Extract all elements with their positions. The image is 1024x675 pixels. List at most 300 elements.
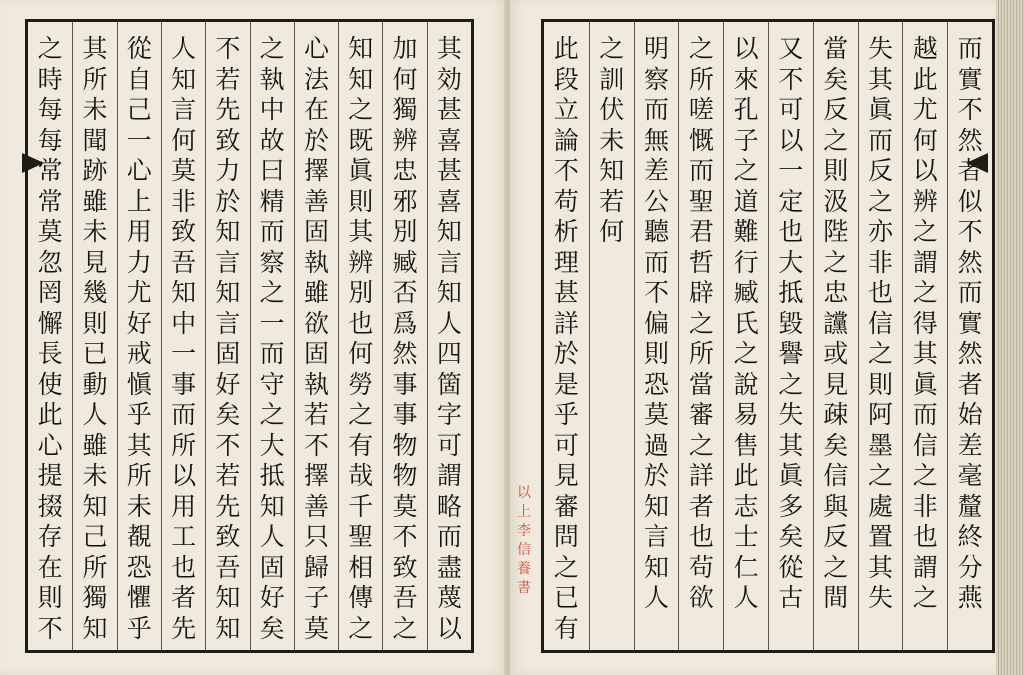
character: 而 [868, 125, 894, 155]
character: 非 [912, 491, 938, 521]
character: 喜 [436, 125, 462, 155]
character: 知 [644, 491, 670, 521]
character: 莫 [644, 400, 670, 429]
character: 若 [303, 400, 329, 429]
left-page [0, 0, 506, 675]
character: 未 [599, 125, 625, 155]
character: 之 [868, 461, 894, 490]
character: 而 [957, 278, 983, 307]
character: 大 [259, 430, 285, 460]
character: 以 [436, 613, 462, 643]
character: 聞 [82, 125, 108, 155]
character: 而 [957, 34, 983, 63]
text-column [902, 22, 947, 650]
character: 之 [733, 339, 759, 368]
character: 長 [37, 339, 63, 368]
character: 四 [436, 339, 462, 368]
character: 人 [171, 34, 197, 63]
character: 致 [215, 125, 241, 155]
character: 不 [37, 613, 63, 643]
character: 若 [215, 64, 241, 94]
character: 之 [259, 34, 285, 63]
character: 道 [733, 186, 759, 216]
character: 然 [957, 247, 983, 277]
character: 當 [688, 369, 714, 399]
character: 提 [37, 461, 63, 490]
character: 來 [733, 64, 759, 94]
character: 之 [599, 34, 625, 63]
character: 眞 [912, 369, 938, 399]
character: 吾 [392, 583, 418, 612]
character: 似 [957, 186, 983, 216]
character: 之 [912, 461, 938, 490]
character: 古 [778, 583, 804, 612]
character: 也 [912, 522, 938, 551]
character: 然 [957, 125, 983, 155]
character: 人 [82, 400, 108, 429]
character: 以 [778, 125, 804, 155]
character: 處 [868, 491, 894, 521]
character: 辨 [912, 186, 938, 216]
text-column [338, 22, 382, 650]
character: 既 [348, 125, 374, 155]
character: 多 [778, 491, 804, 521]
character: 別 [392, 217, 418, 246]
character: 審 [688, 400, 714, 429]
character: 善 [303, 491, 329, 521]
character: 詳 [688, 461, 714, 490]
text-column [544, 22, 589, 650]
text-column [294, 22, 338, 650]
character: 差 [644, 156, 670, 185]
character: 好 [259, 583, 285, 612]
character: 其 [868, 64, 894, 94]
character: 罔 [37, 278, 63, 307]
character: 謂 [436, 461, 462, 490]
text-column [382, 22, 426, 650]
character: 愼 [126, 369, 152, 399]
character: 知 [644, 552, 670, 582]
text-column [947, 22, 992, 650]
character: 在 [37, 552, 63, 582]
character: 獨 [392, 95, 418, 124]
character: 詳 [553, 308, 579, 338]
character: 得 [912, 308, 938, 338]
character: 人 [733, 583, 759, 612]
character: 易 [733, 400, 759, 429]
character: 莫 [303, 613, 329, 643]
character: 不 [957, 217, 983, 246]
character: 志 [733, 491, 759, 521]
character: 用 [126, 217, 152, 246]
character: 段 [553, 64, 579, 94]
character: 之 [912, 583, 938, 612]
character: 者 [171, 583, 197, 612]
character: 知 [348, 34, 374, 63]
character: 甚 [553, 278, 579, 307]
character: 是 [553, 369, 579, 399]
text-column [813, 22, 858, 650]
character: 之 [348, 613, 374, 643]
character: 物 [392, 461, 418, 490]
character: 臧 [392, 247, 418, 277]
character: 而 [644, 95, 670, 124]
character: 知 [171, 278, 197, 307]
character: 公 [644, 186, 670, 216]
character: 仁 [733, 552, 759, 582]
character: 覩 [126, 522, 152, 551]
character: 偏 [644, 308, 670, 338]
character: 之 [688, 308, 714, 338]
character: 之 [823, 125, 849, 155]
character: 者 [688, 491, 714, 521]
left-page-frame [25, 19, 474, 653]
character: 然 [957, 339, 983, 368]
character: 擇 [303, 461, 329, 490]
character: 非 [171, 186, 197, 216]
character: 子 [303, 583, 329, 612]
character: 略 [436, 491, 462, 521]
character: 於 [215, 186, 241, 216]
character: 者 [957, 369, 983, 399]
character: 心 [126, 156, 152, 185]
text-column [634, 22, 679, 650]
character: 知 [82, 613, 108, 643]
annotation-character: 以 [517, 485, 531, 501]
character: 之 [688, 34, 714, 63]
character: 而 [912, 400, 938, 429]
character: 實 [957, 64, 983, 94]
character: 眞 [348, 156, 374, 185]
character: 當 [823, 34, 849, 63]
character: 固 [215, 339, 241, 368]
character: 否 [392, 278, 418, 307]
character: 忽 [37, 247, 63, 277]
character: 人 [436, 308, 462, 338]
character: 問 [553, 522, 579, 551]
character: 歸 [303, 552, 329, 582]
character: 尤 [912, 95, 938, 124]
character: 哲 [688, 247, 714, 277]
character: 乎 [126, 613, 152, 643]
character: 失 [778, 400, 804, 429]
character: 可 [778, 95, 804, 124]
character: 終 [957, 522, 983, 551]
character: 說 [733, 369, 759, 399]
text-column [72, 22, 116, 650]
character: 越 [912, 34, 938, 63]
character: 知 [436, 278, 462, 307]
character: 有 [348, 430, 374, 460]
character: 乎 [126, 400, 152, 429]
character: 過 [644, 430, 670, 460]
character: 先 [171, 613, 197, 643]
character: 之 [823, 552, 849, 582]
character: 嗟 [688, 95, 714, 124]
character: 見 [823, 369, 849, 399]
character: 謂 [912, 247, 938, 277]
character: 則 [348, 186, 374, 216]
character: 恐 [126, 552, 152, 582]
character: 事 [392, 400, 418, 429]
character: 邪 [392, 186, 418, 216]
character: 言 [436, 247, 462, 277]
character: 心 [37, 430, 63, 460]
character: 眞 [778, 461, 804, 490]
annotation-character: 上 [517, 504, 531, 520]
character: 從 [778, 552, 804, 582]
character: 人 [644, 583, 670, 612]
character: 此 [553, 34, 579, 63]
character: 審 [553, 491, 579, 521]
character: 戒 [126, 339, 152, 368]
character: 伏 [599, 95, 625, 124]
character: 固 [303, 339, 329, 368]
character: 信 [823, 461, 849, 490]
character: 每 [37, 95, 63, 124]
character: 信 [868, 308, 894, 338]
character: 非 [868, 247, 894, 277]
character: 矣 [823, 430, 849, 460]
character: 動 [82, 369, 108, 399]
character: 讜 [823, 308, 849, 338]
character: 者 [957, 156, 983, 185]
character: 雖 [303, 278, 329, 307]
character: 欲 [688, 583, 714, 612]
left-text-columns [28, 22, 471, 650]
character: 則 [37, 583, 63, 612]
character: 中 [259, 95, 285, 124]
character: 自 [126, 64, 152, 94]
character: 失 [868, 34, 894, 63]
character: 或 [823, 339, 849, 368]
character: 獨 [82, 583, 108, 612]
character: 幾 [82, 278, 108, 307]
character: 則 [868, 369, 894, 399]
character: 相 [348, 552, 374, 582]
character: 莫 [37, 217, 63, 246]
character: 大 [778, 247, 804, 277]
character: 苟 [553, 186, 579, 216]
character: 始 [957, 400, 983, 429]
text-column [768, 22, 813, 650]
character: 工 [171, 522, 197, 551]
character: 掇 [37, 491, 63, 521]
character: 雖 [82, 430, 108, 460]
character: 効 [436, 64, 462, 94]
character: 甚 [436, 95, 462, 124]
character: 法 [303, 64, 329, 94]
annotation-character: 養 [517, 561, 531, 577]
character: 茍 [688, 552, 714, 582]
character: 毫 [957, 461, 983, 490]
character: 孔 [733, 95, 759, 124]
character: 好 [126, 308, 152, 338]
character: 臧 [733, 278, 759, 307]
character: 未 [126, 491, 152, 521]
character: 亦 [868, 217, 894, 246]
character: 矣 [259, 613, 285, 643]
character: 也 [348, 308, 374, 338]
character: 常 [37, 156, 63, 185]
character: 之 [778, 369, 804, 399]
character: 於 [553, 339, 579, 368]
character: 其 [436, 34, 462, 63]
character: 眞 [868, 95, 894, 124]
character: 陛 [823, 217, 849, 246]
text-column [723, 22, 768, 650]
character: 字 [436, 400, 462, 429]
character: 之 [823, 247, 849, 277]
character: 好 [215, 369, 241, 399]
character: 所 [82, 64, 108, 94]
character: 力 [126, 247, 152, 277]
character: 知 [82, 491, 108, 521]
character: 先 [215, 491, 241, 521]
character: 又 [778, 34, 804, 63]
character: 不 [553, 156, 579, 185]
character: 其 [868, 552, 894, 582]
character: 心 [303, 34, 329, 63]
character: 反 [823, 522, 849, 551]
character: 哉 [348, 461, 374, 490]
character: 吾 [171, 247, 197, 277]
character: 知 [215, 583, 241, 612]
annotation-character: 書 [517, 580, 531, 596]
character: 知 [436, 217, 462, 246]
character: 己 [126, 95, 152, 124]
character: 之 [688, 430, 714, 460]
character: 時 [37, 64, 63, 94]
character: 不 [215, 34, 241, 63]
character: 言 [215, 308, 241, 338]
character: 以 [733, 34, 759, 63]
character: 何 [348, 339, 374, 368]
character: 傳 [348, 583, 374, 612]
character: 論 [553, 125, 579, 155]
character: 聖 [688, 186, 714, 216]
character: 知 [215, 278, 241, 307]
character: 已 [82, 339, 108, 368]
character: 言 [215, 247, 241, 277]
character: 有 [553, 613, 579, 643]
character: 別 [348, 278, 374, 307]
character: 固 [303, 217, 329, 246]
character: 何 [171, 125, 197, 155]
annotation-character: 信 [517, 542, 531, 558]
character: 之 [868, 339, 894, 368]
character: 跡 [82, 156, 108, 185]
character: 也 [868, 278, 894, 307]
character: 執 [303, 369, 329, 399]
fishtail-marker-left [22, 153, 44, 173]
character: 而 [171, 400, 197, 429]
character: 無 [644, 125, 670, 155]
character: 立 [553, 95, 579, 124]
character: 則 [82, 308, 108, 338]
character: 察 [259, 247, 285, 277]
character: 懈 [37, 308, 63, 338]
character: 慨 [688, 125, 714, 155]
character: 之 [37, 34, 63, 63]
character: 差 [957, 430, 983, 460]
character: 一 [171, 339, 197, 368]
character: 之 [912, 278, 938, 307]
character: 使 [37, 369, 63, 399]
character: 毀 [778, 308, 804, 338]
character: 之 [259, 278, 285, 307]
character: 之 [348, 400, 374, 429]
character: 爲 [392, 308, 418, 338]
character: 而 [259, 217, 285, 246]
character: 存 [37, 522, 63, 551]
character: 箇 [436, 369, 462, 399]
character: 士 [733, 522, 759, 551]
annotation-character: 李 [517, 523, 531, 539]
character: 不 [392, 522, 418, 551]
character: 未 [82, 217, 108, 246]
character: 燕 [957, 583, 983, 612]
character: 知 [171, 64, 197, 94]
character: 欲 [303, 308, 329, 338]
character: 不 [644, 278, 670, 307]
character: 固 [259, 552, 285, 582]
character: 恐 [644, 369, 670, 399]
fishtail-marker-right [966, 153, 988, 173]
character: 矣 [778, 522, 804, 551]
character: 曰 [259, 156, 285, 185]
character: 也 [688, 522, 714, 551]
character: 知 [348, 64, 374, 94]
character: 之 [912, 217, 938, 246]
character: 而 [644, 247, 670, 277]
character: 懼 [126, 583, 152, 612]
character: 上 [126, 186, 152, 216]
character: 聽 [644, 217, 670, 246]
character: 只 [303, 522, 329, 551]
character: 知 [215, 217, 241, 246]
character: 矣 [823, 64, 849, 94]
character: 事 [171, 369, 197, 399]
right-page-frame [541, 19, 995, 653]
character: 也 [778, 217, 804, 246]
character: 察 [644, 64, 670, 94]
character: 精 [259, 186, 285, 216]
character: 其 [82, 34, 108, 63]
character: 則 [644, 339, 670, 368]
character: 事 [392, 369, 418, 399]
character: 間 [823, 583, 849, 612]
character: 守 [259, 369, 285, 399]
character: 不 [303, 430, 329, 460]
character: 行 [733, 247, 759, 277]
character: 其 [126, 430, 152, 460]
character: 一 [778, 156, 804, 185]
character: 也 [171, 552, 197, 582]
character: 定 [778, 186, 804, 216]
character: 知 [599, 156, 625, 185]
character: 其 [912, 339, 938, 368]
character: 忠 [823, 278, 849, 307]
character: 若 [215, 461, 241, 490]
character: 執 [259, 64, 285, 94]
text-column [205, 22, 249, 650]
character: 言 [644, 522, 670, 551]
character: 擇 [303, 156, 329, 185]
character: 甚 [436, 156, 462, 185]
character: 不 [778, 64, 804, 94]
character: 勞 [348, 369, 374, 399]
